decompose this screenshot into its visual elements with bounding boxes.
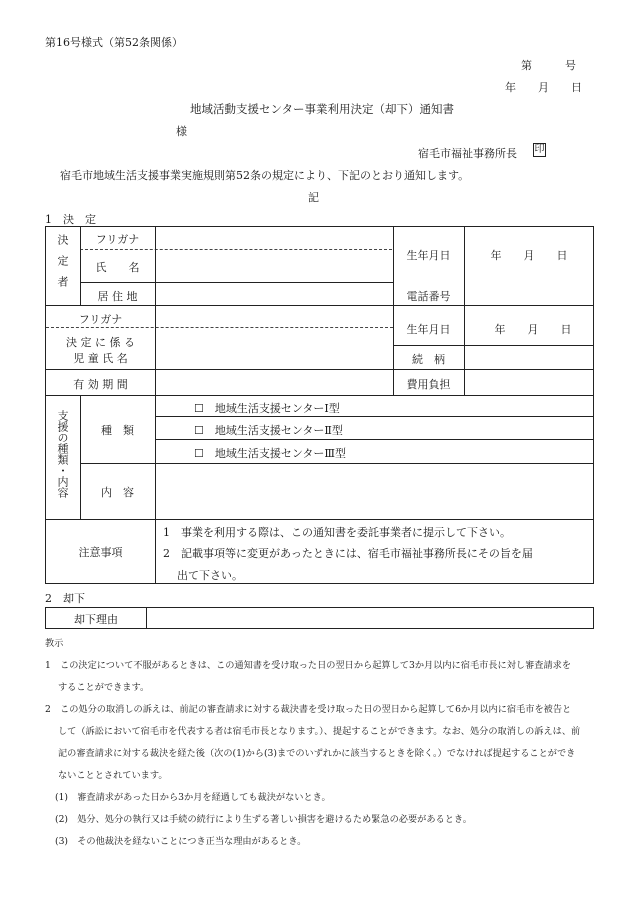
name-label: 氏 名 <box>95 261 140 274</box>
decider-label: 決定者 <box>56 234 69 297</box>
instruction-p2-line4: ないこととされています。 <box>58 770 168 781</box>
instruction-item-3: (3) その他裁決を経ないことにつき正当な理由があるとき。 <box>55 836 307 847</box>
instruction-item-2: (2) 処分、処分の執行又は手続の続行により生ずる著しい損害を避けるため緊急の必要があるとき。 <box>55 814 472 825</box>
child-birth-value: 年 月 日 <box>494 323 572 336</box>
document-number: 第 号 <box>521 59 576 72</box>
address-label: 居 住 地 <box>97 290 138 303</box>
birth-value: 年 月 日 <box>490 249 568 262</box>
type-option-1[interactable]: ☐ 地域生活支援センターⅠ型 <box>194 402 340 415</box>
cost-label: 費用負担 <box>406 378 451 391</box>
instruction-title: 教示 <box>45 638 64 649</box>
note-1: 1 事業を利用する際は、この通知書を委託事業者に提示して下さい。 <box>163 526 511 539</box>
instruction-p2-line2: して（訴訟において宿毛市を代表する者は宿毛市長となります。）、提起することができます。なお、処分の取消しの訴えは、前 <box>58 726 581 737</box>
content-label: 内 容 <box>101 486 134 499</box>
note-2: 2 記載事項等に変更があったときには、宿毛市福祉事務所長にその旨を届 <box>163 547 533 560</box>
instruction-p1-line1: 1 この決定について不服があるときは、この通知書を受け取った日の翌日から起算して3か月以内に宿毛市長に対し審査請求を <box>45 660 572 671</box>
issuer: 宿毛市福祉事務所長 <box>418 147 517 160</box>
decision-table <box>45 226 594 584</box>
child-label-line2: 児 童 氏 名 <box>73 352 128 365</box>
rejection-table <box>45 607 594 629</box>
document-date: 年 月 日 <box>505 81 582 94</box>
instruction-p1-line2: することができます。 <box>58 682 150 693</box>
form-number: 第16号様式（第52条関係） <box>45 36 183 49</box>
instruction-p2-line3: 記の審査請求に対する裁決を経た後（次の(1)から(3)までのいずれかに該当するときを除く。）でなければ提起することができ <box>58 748 576 759</box>
notes-label: 注意事項 <box>78 546 123 559</box>
instruction-p2-line1: 2 この処分の取消しの訴えは、前記の審査請求に対する裁決書を受け取った日の翌日から起算して6か月以内に宿毛市を被告と <box>45 704 572 715</box>
birth-label: 生年月日 <box>406 249 451 262</box>
section1-heading: 1 決 定 <box>45 213 96 226</box>
relation-label: 続 柄 <box>412 353 445 366</box>
ki-label: 記 <box>308 191 319 204</box>
seal-mark: 印 <box>534 144 545 155</box>
type-option-2[interactable]: ☐ 地域生活支援センターⅡ型 <box>194 424 343 437</box>
kind-label: 種 類 <box>101 424 134 437</box>
type-option-3[interactable]: ☐ 地域生活支援センターⅢ型 <box>194 447 347 460</box>
section2-heading: 2 却下 <box>45 592 85 605</box>
support-label: 支援の種類・内容 <box>56 410 69 498</box>
phone-label: 電話番号 <box>406 290 451 303</box>
intro-text: 宿毛市地域生活支援事業実施規則第52条の規定により、下記のとおり通知します。 <box>60 169 470 182</box>
child-birth-label: 生年月日 <box>406 323 451 336</box>
furigana-label: フリガナ <box>95 233 140 246</box>
instruction-item-1: (1) 審査請求があった日から3か月を経過しても裁決がないとき。 <box>55 792 331 803</box>
child-furigana-label: フリガナ <box>78 313 123 326</box>
document-title: 地域活動支援センター事業利用決定（却下）通知書 <box>190 102 455 116</box>
addressee: 様 <box>176 125 187 138</box>
child-label-line1: 決 定 に 係 る <box>66 336 135 349</box>
valid-period-label: 有 効 期 間 <box>73 378 128 391</box>
note-2-cont: 出て下さい。 <box>177 569 243 582</box>
reject-reason-label: 却下理由 <box>74 613 118 626</box>
